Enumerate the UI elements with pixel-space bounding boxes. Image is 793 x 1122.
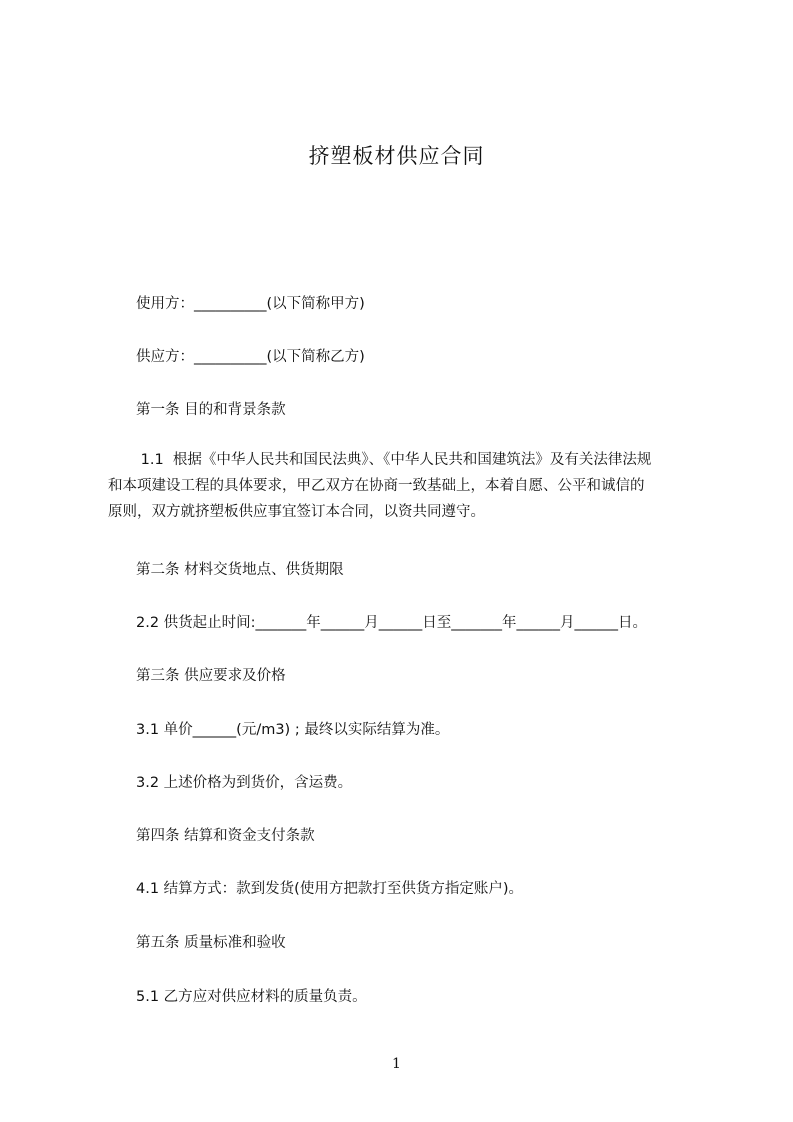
article-1-heading: 第一条 目的和背景条款	[136, 402, 286, 418]
clause-3-2: 3.2 上述价格为到货价，含运费。	[136, 775, 353, 791]
user-party-line: 使用方：__________(以下简称甲方)	[136, 296, 365, 312]
document-title: 挤塑板材供应合同	[308, 144, 485, 168]
page-number: 1	[392, 1056, 401, 1072]
clause-2-2: 2.2 供货起止时间:_______年______月______日至_______年______月______日。	[136, 615, 648, 631]
article-2-heading: 第二条 材料交货地点、供货期限	[136, 562, 344, 578]
clause-5-1: 5.1 乙方应对供应材料的质量负责。	[136, 989, 367, 1005]
article-5-heading: 第五条 质量标准和验收	[136, 935, 286, 951]
article-3-heading: 第三条 供应要求及价格	[136, 668, 286, 684]
clause-1-1-line-1: 1.1 根据《中华人民共和国民法典》、《中华人民共和国建筑法》及有关法律法规	[136, 452, 652, 468]
supplier-party-line: 供应方：__________(以下简称乙方)	[136, 349, 365, 365]
clause-1-1	[108, 447, 708, 525]
clause-1-1-line-2: 和本项建设工程的具体要求，甲乙双方在协商一致基础上，本着自愿、公平和诚信的	[108, 478, 645, 494]
article-4-heading: 第四条 结算和资金支付条款	[136, 828, 315, 844]
clause-4-1: 4.1 结算方式：款到发货(使用方把款打至供货方指定账户)。	[136, 881, 523, 897]
clause-3-1: 3.1 单价______(元/m3) ; 最终以实际结算为准。	[136, 722, 450, 738]
clause-1-1-line-3: 原则，双方就挤塑板供应事宜签订本合同，以资共同遵守。	[108, 504, 485, 520]
